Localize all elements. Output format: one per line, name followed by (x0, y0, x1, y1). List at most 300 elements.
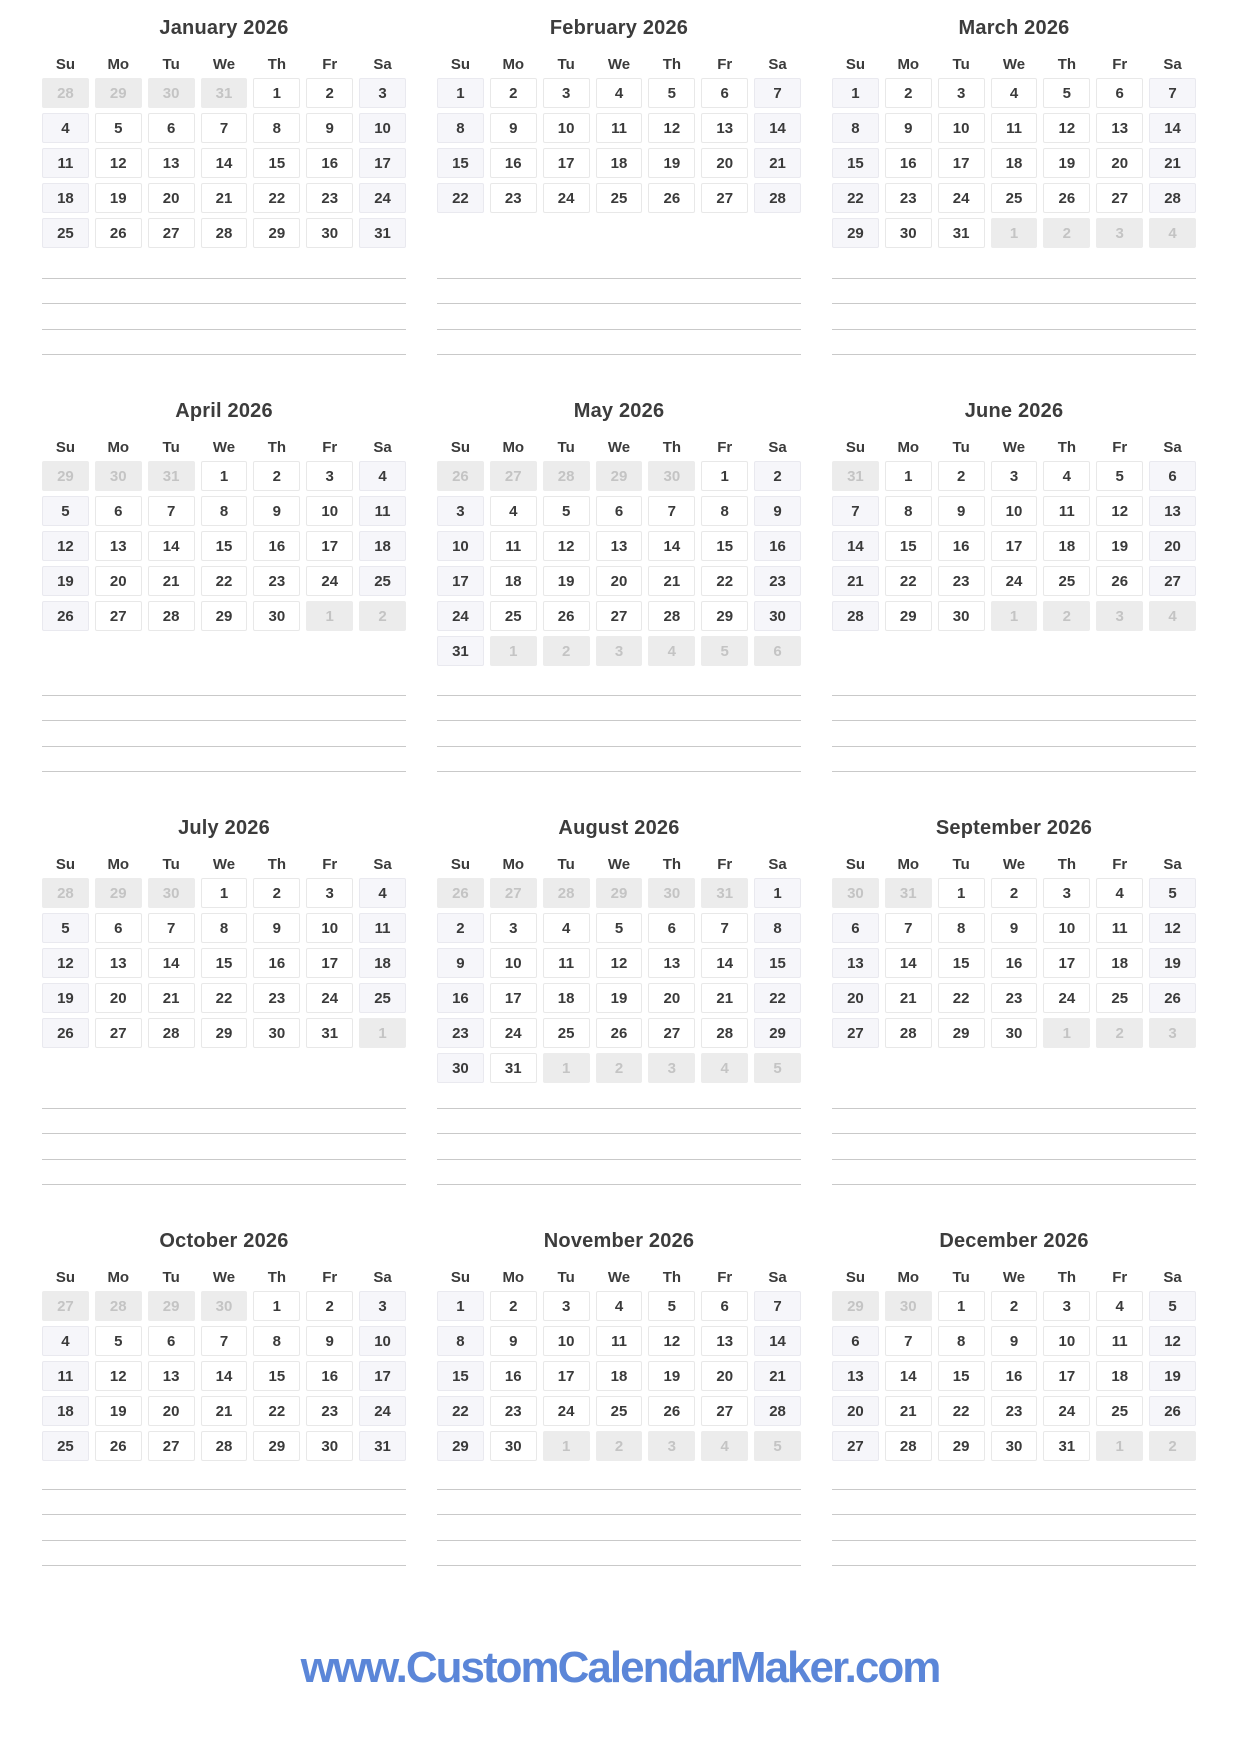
day-cell: 29 (832, 218, 879, 248)
day-cell: 11 (1096, 1326, 1143, 1356)
notes-line (832, 1160, 1196, 1186)
weekday-label-sa: Sa (768, 439, 787, 456)
day-cell: 11 (42, 1361, 89, 1391)
date-grid (42, 461, 406, 631)
day-cell: 1 (701, 461, 748, 491)
day-cell: 31 (938, 218, 985, 248)
weekday-label-th: Th (1057, 439, 1077, 456)
notes-line (832, 330, 1196, 356)
day-cell: 13 (148, 1361, 195, 1391)
day-cell: 13 (1096, 113, 1143, 143)
day-cell-outside-month: 2 (359, 601, 406, 631)
day-cell-outside-month: 2 (596, 1431, 643, 1461)
day-cell: 2 (885, 78, 932, 108)
day-cell: 10 (306, 496, 353, 526)
day-cell: 26 (42, 601, 89, 631)
day-cell: 22 (701, 566, 748, 596)
day-cell-outside-month: 29 (832, 1291, 879, 1321)
day-cell: 20 (701, 148, 748, 178)
month-september-2026 (832, 800, 1196, 1213)
day-cell: 16 (253, 531, 300, 561)
date-grid (437, 878, 801, 1083)
day-cell: 26 (596, 1018, 643, 1048)
day-cell: 27 (148, 1431, 195, 1461)
day-cell: 13 (648, 948, 695, 978)
day-cell: 15 (832, 148, 879, 178)
day-cell: 20 (95, 566, 142, 596)
day-cell: 9 (938, 496, 985, 526)
notes-line (832, 1134, 1196, 1160)
notes-line (437, 1109, 801, 1135)
day-cell: 8 (201, 496, 248, 526)
day-cell: 17 (991, 531, 1038, 561)
notes-area (832, 253, 1196, 383)
weekday-label-we: We (212, 1269, 236, 1286)
day-cell: 22 (201, 566, 248, 596)
day-cell-outside-month: 30 (148, 878, 195, 908)
notes-area (437, 1083, 801, 1213)
week-row (42, 1396, 406, 1426)
notes-area (832, 1083, 1196, 1213)
month-title: September 2026 (935, 817, 1093, 839)
day-cell: 15 (201, 531, 248, 561)
week-row (42, 1361, 406, 1391)
weekday-label-we: We (1002, 1269, 1026, 1286)
day-cell: 4 (42, 113, 89, 143)
weekday-label-su: Su (55, 439, 75, 456)
day-cell: 12 (648, 113, 695, 143)
day-cell: 2 (490, 1291, 537, 1321)
day-cell: 13 (832, 948, 879, 978)
day-cell: 26 (1096, 566, 1143, 596)
day-cell: 24 (306, 566, 353, 596)
day-cell: 30 (437, 1053, 484, 1083)
day-cell: 14 (832, 531, 879, 561)
day-cell: 22 (938, 1396, 985, 1426)
day-cell: 28 (701, 1018, 748, 1048)
day-cell: 26 (95, 218, 142, 248)
day-cell: 1 (832, 78, 879, 108)
day-cell: 1 (437, 78, 484, 108)
day-cell: 29 (754, 1018, 801, 1048)
weekday-label-mo: Mo (107, 1269, 130, 1286)
notes-line (832, 1515, 1196, 1541)
week-row (437, 531, 801, 561)
month-title: July 2026 (178, 817, 270, 839)
day-cell: 21 (832, 566, 879, 596)
day-cell: 17 (359, 1361, 406, 1391)
day-cell: 12 (42, 531, 89, 561)
day-cell: 6 (95, 496, 142, 526)
day-cell: 16 (490, 148, 537, 178)
day-cell: 23 (885, 183, 932, 213)
day-cell: 8 (938, 1326, 985, 1356)
day-cell: 24 (359, 1396, 406, 1426)
weekday-label-sa: Sa (1163, 856, 1182, 873)
day-cell: 11 (1043, 496, 1090, 526)
day-cell: 30 (991, 1431, 1038, 1461)
notes-line (437, 696, 801, 722)
notes-line (437, 1490, 801, 1516)
day-cell-outside-month: 5 (701, 636, 748, 666)
day-cell-outside-month: 28 (543, 878, 590, 908)
day-cell: 8 (437, 113, 484, 143)
day-cell: 27 (95, 601, 142, 631)
day-cell-outside-month: 4 (648, 636, 695, 666)
month-december-2026 (832, 1213, 1196, 1594)
weekday-label-we: We (212, 856, 236, 873)
day-cell: 4 (1096, 878, 1143, 908)
day-cell: 29 (253, 218, 300, 248)
day-cell: 22 (885, 566, 932, 596)
day-cell: 10 (437, 531, 484, 561)
day-cell: 7 (754, 1291, 801, 1321)
date-grid (832, 1291, 1196, 1461)
day-cell: 23 (437, 1018, 484, 1048)
day-cell: 28 (832, 601, 879, 631)
day-cell: 21 (885, 1396, 932, 1426)
day-cell: 14 (148, 531, 195, 561)
day-cell-outside-month: 28 (42, 78, 89, 108)
day-cell: 20 (1149, 531, 1196, 561)
day-cell: 25 (42, 218, 89, 248)
week-row (832, 913, 1196, 943)
day-cell: 25 (1096, 983, 1143, 1013)
day-cell: 3 (359, 78, 406, 108)
day-cell: 26 (1149, 1396, 1196, 1426)
day-cell: 23 (306, 1396, 353, 1426)
week-row (42, 601, 406, 631)
day-cell: 7 (754, 78, 801, 108)
month-november-2026 (437, 1213, 801, 1594)
day-cell: 27 (701, 1396, 748, 1426)
day-cell: 27 (832, 1431, 879, 1461)
day-cell-outside-month: 30 (648, 461, 695, 491)
notes-line (832, 304, 1196, 330)
day-cell: 14 (201, 1361, 248, 1391)
day-cell: 28 (648, 601, 695, 631)
notes-line (832, 696, 1196, 722)
notes-line (437, 253, 801, 279)
day-cell: 14 (148, 948, 195, 978)
date-grid (42, 878, 406, 1048)
day-cell: 11 (359, 913, 406, 943)
day-cell: 24 (490, 1018, 537, 1048)
day-cell: 10 (359, 1326, 406, 1356)
weekday-label-sa: Sa (1163, 439, 1182, 456)
weekday-header-row (832, 1269, 1196, 1286)
day-cell: 10 (938, 113, 985, 143)
day-cell: 9 (991, 913, 1038, 943)
day-cell: 5 (42, 496, 89, 526)
day-cell-outside-month: 4 (701, 1053, 748, 1083)
weekday-label-su: Su (845, 856, 865, 873)
day-cell: 2 (306, 78, 353, 108)
notes-line (437, 747, 801, 773)
month-title: December 2026 (939, 1230, 1089, 1252)
day-cell-outside-month: 3 (648, 1431, 695, 1461)
day-cell: 10 (1043, 1326, 1090, 1356)
notes-line (832, 1541, 1196, 1567)
week-row (832, 1431, 1196, 1461)
day-cell-outside-month: 1 (490, 636, 537, 666)
day-cell: 4 (1096, 1291, 1143, 1321)
day-cell: 25 (359, 566, 406, 596)
day-cell: 16 (938, 531, 985, 561)
day-cell: 23 (490, 183, 537, 213)
day-cell: 25 (1096, 1396, 1143, 1426)
day-cell: 17 (490, 983, 537, 1013)
month-title: November 2026 (543, 1230, 695, 1252)
week-row (832, 1361, 1196, 1391)
day-cell: 18 (991, 148, 1038, 178)
day-cell: 8 (885, 496, 932, 526)
weekday-label-su: Su (450, 56, 470, 73)
weekday-label-th: Th (662, 856, 682, 873)
day-cell-outside-month: 28 (42, 878, 89, 908)
week-row (832, 878, 1196, 908)
day-cell: 20 (1096, 148, 1143, 178)
day-cell: 17 (1043, 1361, 1090, 1391)
weekday-label-th: Th (662, 1269, 682, 1286)
day-cell: 17 (306, 948, 353, 978)
weekday-label-tu: Tu (952, 1269, 970, 1286)
day-cell: 4 (543, 913, 590, 943)
weekday-label-fr: Fr (322, 56, 338, 73)
weekday-label-we: We (607, 56, 631, 73)
day-cell: 1 (437, 1291, 484, 1321)
day-cell: 1 (201, 878, 248, 908)
day-cell: 3 (1043, 1291, 1090, 1321)
day-cell: 25 (1043, 566, 1090, 596)
day-cell: 4 (42, 1326, 89, 1356)
day-cell-outside-month: 29 (596, 461, 643, 491)
notes-line (42, 1464, 406, 1490)
day-cell: 2 (991, 1291, 1038, 1321)
day-cell: 15 (754, 948, 801, 978)
day-cell: 27 (648, 1018, 695, 1048)
weekday-label-th: Th (1057, 1269, 1077, 1286)
day-cell: 30 (306, 218, 353, 248)
week-row (42, 913, 406, 943)
week-row (832, 78, 1196, 108)
day-cell-outside-month: 29 (148, 1291, 195, 1321)
day-cell-outside-month: 29 (95, 878, 142, 908)
weekday-label-fr: Fr (322, 1269, 338, 1286)
day-cell: 22 (437, 1396, 484, 1426)
day-cell: 27 (1149, 566, 1196, 596)
week-row (42, 878, 406, 908)
date-grid (437, 461, 801, 666)
day-cell-outside-month: 30 (885, 1291, 932, 1321)
notes-line (437, 1464, 801, 1490)
weekday-label-we: We (1002, 856, 1026, 873)
weekday-header-row (832, 439, 1196, 456)
day-cell-outside-month: 29 (596, 878, 643, 908)
day-cell-outside-month: 29 (42, 461, 89, 491)
day-cell: 14 (648, 531, 695, 561)
date-grid (832, 461, 1196, 631)
notes-line (42, 1134, 406, 1160)
day-cell: 1 (885, 461, 932, 491)
week-row (437, 78, 801, 108)
day-cell: 13 (1149, 496, 1196, 526)
day-cell: 2 (938, 461, 985, 491)
day-cell: 21 (648, 566, 695, 596)
day-cell-outside-month: 30 (832, 878, 879, 908)
day-cell: 9 (490, 113, 537, 143)
weekday-header-row (437, 439, 801, 456)
weekday-label-fr: Fr (717, 439, 733, 456)
weekday-label-su: Su (55, 56, 75, 73)
day-cell: 14 (885, 1361, 932, 1391)
day-cell: 3 (938, 78, 985, 108)
notes-line (437, 1083, 801, 1109)
day-cell: 6 (1149, 461, 1196, 491)
day-cell: 16 (991, 948, 1038, 978)
day-cell-outside-month: 2 (596, 1053, 643, 1083)
notes-line (832, 1490, 1196, 1516)
weekday-label-sa: Sa (373, 56, 392, 73)
day-cell: 4 (1043, 461, 1090, 491)
day-cell: 6 (648, 913, 695, 943)
day-cell-outside-month: 3 (1149, 1018, 1196, 1048)
day-cell: 27 (1096, 183, 1143, 213)
day-cell-outside-month: 2 (1149, 1431, 1196, 1461)
day-cell: 31 (359, 218, 406, 248)
notes-line (437, 1160, 801, 1186)
day-cell: 16 (306, 148, 353, 178)
weekday-label-su: Su (450, 439, 470, 456)
month-title: June 2026 (964, 400, 1064, 422)
day-cell: 7 (885, 1326, 932, 1356)
day-cell: 30 (253, 601, 300, 631)
day-cell: 10 (991, 496, 1038, 526)
weekday-label-mo: Mo (502, 439, 525, 456)
day-cell: 16 (306, 1361, 353, 1391)
day-cell: 28 (201, 1431, 248, 1461)
day-cell: 19 (596, 983, 643, 1013)
day-cell: 20 (701, 1361, 748, 1391)
day-cell: 2 (991, 878, 1038, 908)
day-cell: 30 (306, 1431, 353, 1461)
notes-line (832, 747, 1196, 773)
week-row (42, 1431, 406, 1461)
day-cell: 24 (1043, 983, 1090, 1013)
day-cell: 15 (253, 1361, 300, 1391)
week-row (832, 496, 1196, 526)
day-cell: 28 (201, 218, 248, 248)
day-cell: 12 (543, 531, 590, 561)
day-cell: 31 (437, 636, 484, 666)
day-cell: 16 (754, 531, 801, 561)
day-cell: 6 (1096, 78, 1143, 108)
day-cell: 18 (543, 983, 590, 1013)
notes-line (832, 1464, 1196, 1490)
day-cell: 21 (201, 1396, 248, 1426)
notes-line (437, 1134, 801, 1160)
notes-line (42, 1490, 406, 1516)
day-cell: 11 (596, 1326, 643, 1356)
day-cell: 26 (95, 1431, 142, 1461)
day-cell: 18 (1096, 948, 1143, 978)
day-cell: 24 (1043, 1396, 1090, 1426)
day-cell: 21 (1149, 148, 1196, 178)
day-cell: 12 (1149, 913, 1196, 943)
day-cell: 10 (490, 948, 537, 978)
day-cell: 23 (938, 566, 985, 596)
weekday-header-row (437, 56, 801, 73)
day-cell: 19 (1043, 148, 1090, 178)
day-cell: 25 (359, 983, 406, 1013)
day-cell: 7 (885, 913, 932, 943)
notes-line (832, 253, 1196, 279)
day-cell-outside-month: 6 (754, 636, 801, 666)
notes-area (832, 670, 1196, 800)
notes-line (437, 304, 801, 330)
notes-line (42, 747, 406, 773)
weekday-label-su: Su (450, 856, 470, 873)
day-cell: 16 (490, 1361, 537, 1391)
day-cell: 23 (306, 183, 353, 213)
day-cell: 20 (148, 1396, 195, 1426)
weekday-label-sa: Sa (768, 1269, 787, 1286)
weekday-label-th: Th (662, 439, 682, 456)
day-cell: 2 (754, 461, 801, 491)
day-cell: 21 (754, 148, 801, 178)
day-cell: 28 (148, 601, 195, 631)
week-row (437, 1053, 801, 1083)
day-cell: 14 (701, 948, 748, 978)
weekday-label-sa: Sa (1163, 1269, 1182, 1286)
day-cell-outside-month: 31 (701, 878, 748, 908)
day-cell: 18 (490, 566, 537, 596)
month-title: March 2026 (958, 17, 1070, 39)
day-cell-outside-month: 31 (832, 461, 879, 491)
notes-line (42, 253, 406, 279)
weekday-label-su: Su (450, 1269, 470, 1286)
day-cell: 24 (306, 983, 353, 1013)
day-cell: 3 (437, 496, 484, 526)
day-cell: 8 (754, 913, 801, 943)
day-cell: 22 (754, 983, 801, 1013)
weekday-header-row (437, 856, 801, 873)
day-cell: 28 (1149, 183, 1196, 213)
notes-line (42, 330, 406, 356)
weekday-label-tu: Tu (162, 56, 180, 73)
day-cell: 22 (253, 183, 300, 213)
week-row (437, 948, 801, 978)
day-cell-outside-month: 27 (490, 878, 537, 908)
day-cell-outside-month: 28 (95, 1291, 142, 1321)
day-cell-outside-month: 3 (648, 1053, 695, 1083)
day-cell: 28 (885, 1431, 932, 1461)
day-cell: 26 (648, 1396, 695, 1426)
weekday-label-th: Th (1057, 856, 1077, 873)
day-cell: 18 (1096, 1361, 1143, 1391)
month-title: April 2026 (175, 400, 273, 422)
day-cell: 4 (596, 78, 643, 108)
week-row (832, 1291, 1196, 1321)
day-cell: 7 (1149, 78, 1196, 108)
week-row (832, 1326, 1196, 1356)
day-cell: 19 (42, 566, 89, 596)
day-cell: 2 (490, 78, 537, 108)
month-june-2026 (832, 383, 1196, 800)
day-cell: 20 (148, 183, 195, 213)
day-cell: 29 (701, 601, 748, 631)
week-row (437, 183, 801, 213)
